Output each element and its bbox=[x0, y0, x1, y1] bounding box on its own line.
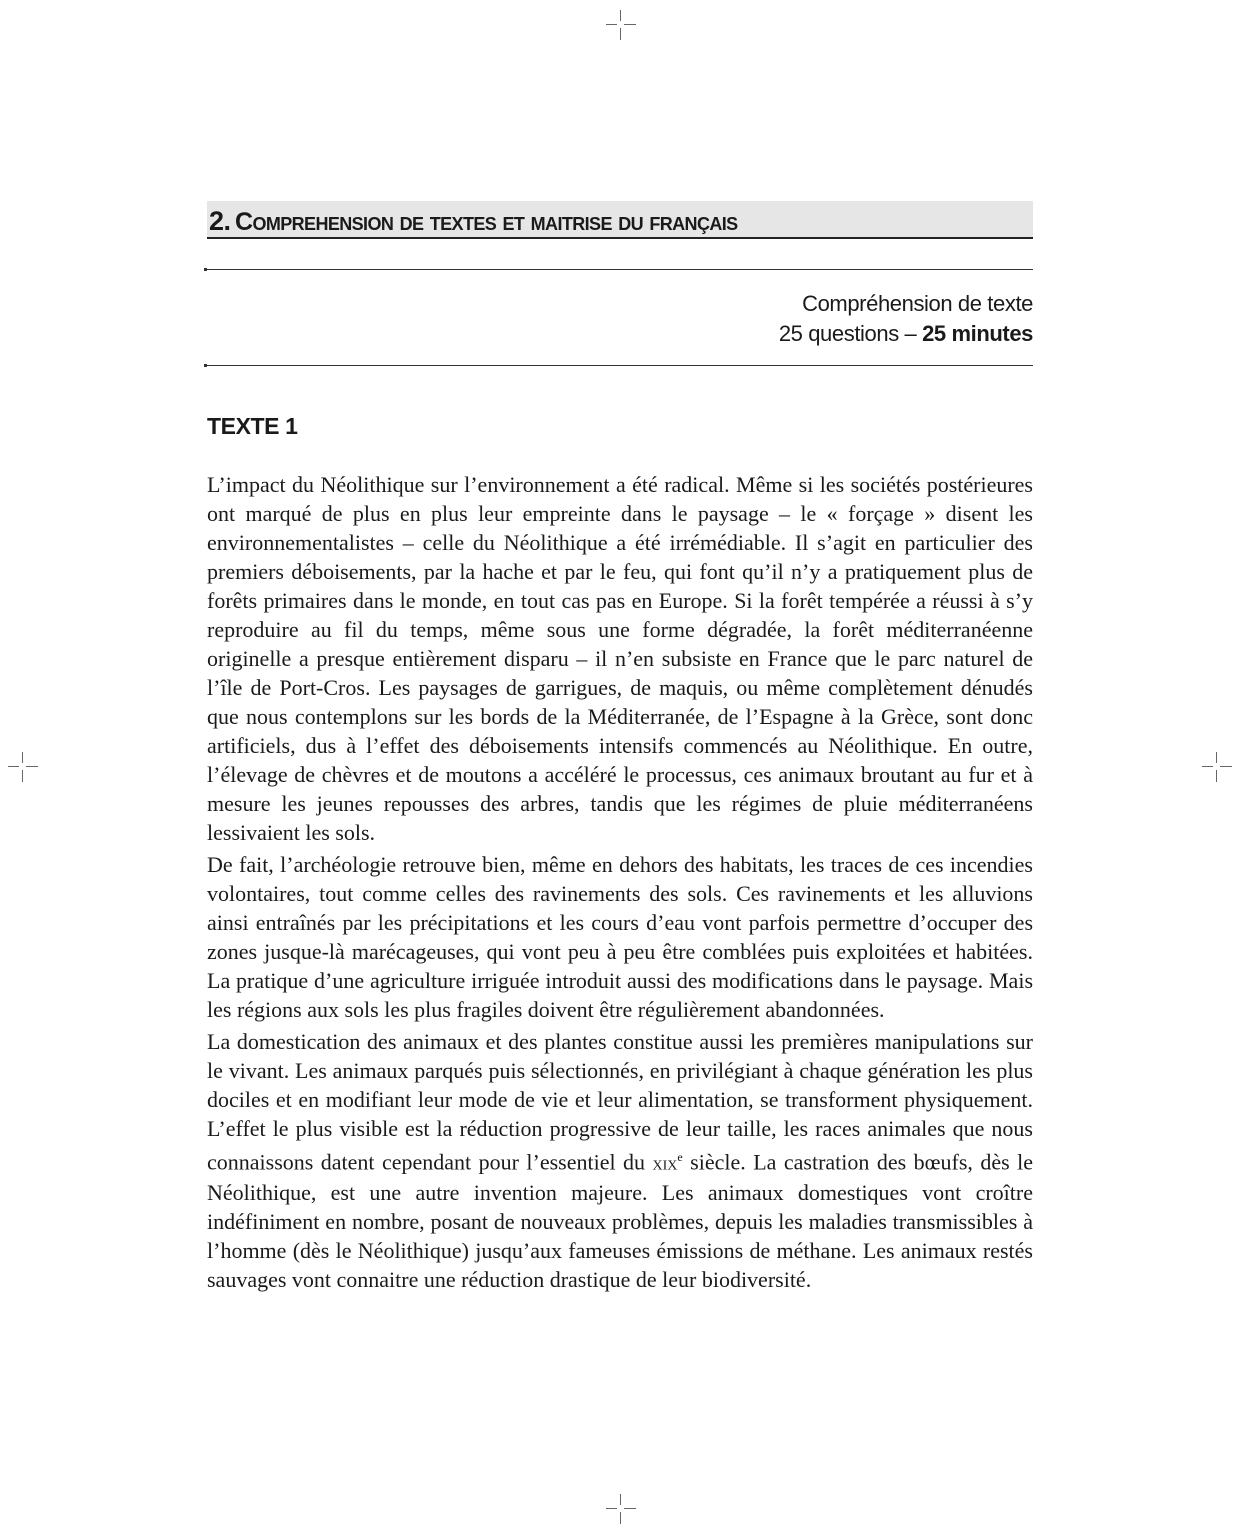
century-superscript: e bbox=[677, 1150, 683, 1164]
paragraph-3-part-2: siècle. La castration des bœufs, dès le Néolithique, est une autre invention majeure. Les animaux domestiques vont croître indéfiniment en nombre, posant de nouveaux problèmes, depuis les maladies transmissibles à l’homme (dès le Néolithique) jusqu’aux fameuses émissions de méthane. Les animaux restés sauvages vont connaitre une réduction drastique de leur biodiversité. bbox=[207, 1149, 1033, 1293]
section-title: Comprehension de textes et maitrise du français bbox=[234, 208, 738, 236]
crop-mark-bottom bbox=[606, 1494, 636, 1524]
text-title: TEXTE 1 bbox=[207, 413, 298, 439]
passage bbox=[207, 470, 1033, 1297]
paragraph-2: De fait, l’archéologie retrouve bien, même en dehors des habitats, les traces de ces incendies volontaires, tout comme celles des ravinements des sols. Ces ravinements et les alluvions ainsi entraînés par les précipitations et les cours d’eau vont parfois permettre d’occuper des zones jusque-là marécageuses, qui vont peu à peu être comblées puis exploitées et habitées. La pratique d’une agriculture irriguée introduit aussi des modifications dans le paysage. Mais les régions aux sols les plus fragiles doivent être régulièrement abandonnées. bbox=[207, 852, 1033, 1022]
section-header bbox=[207, 201, 1033, 239]
exercise-subject: Compréhension de texte bbox=[802, 291, 1033, 316]
crop-mark-top bbox=[606, 10, 636, 40]
century-numeral: xix bbox=[652, 1152, 678, 1175]
crop-mark-left bbox=[8, 752, 38, 782]
paragraph-1: L’impact du Néolithique sur l’environnement a été radical. Même si les sociétés postérieures ont marqué de plus en plus leur empreinte dans le paysage – le « forçage » disent les environnementalistes – celle du Néolithique a été irrémédiable. Il s’agit en particulier des premiers déboisements, par la hache et par le feu, qui font qu’il n’y a pratiquement plus de forêts primaires dans le monde, en tout cas pas en Europe. Si la forêt tempérée a réussi à s’y reproduire au fil du temps, même sous une forme dégradée, la forêt méditerranéenne originelle a presque entièrement disparu – il n’en subsiste en France que le parc naturel de l’île de Port-Cros. Les paysages de garrigues, de maquis, ou même complètement dénudés que nous contemplons sur les bords de la Méditerranée, de l’Espagne à la Grèce, sont donc artificiels, dus à l’effet des déboisements intensifs commencés au Néolithique. En outre, l’élevage de chèvres et de moutons a accéléré le processus, ces animaux broutant au fur et à mesure les jeunes repousses des arbres, tandis que les régimes de pluie méditerranéens lessivaient les sols. bbox=[207, 472, 1033, 845]
section-number: 2. bbox=[209, 206, 231, 236]
paragraph-3-part-1: La domestication des animaux et des plantes constitue aussi les premières manipulations sur le vivant. Les animaux parqués puis sélectionnés, en privilégiant à chaque génération les plus dociles et en modifiant leur mode de vie et leur alimentation, se transforment physiquement. L’effet le plus visible est la réduction progressive de leur taille, les races animales que nous connaissons datent cependant pour l’essentiel du bbox=[207, 1029, 1033, 1175]
divider-top bbox=[207, 269, 1033, 270]
exercise-info bbox=[779, 319, 1033, 349]
paragraph-3 bbox=[207, 1027, 1033, 1294]
divider-bottom bbox=[207, 365, 1033, 366]
crop-mark-right bbox=[1202, 752, 1232, 782]
duration: 25 minutes bbox=[922, 321, 1033, 346]
question-count: 25 questions – bbox=[778, 321, 917, 346]
exercise-meta bbox=[779, 289, 1033, 349]
